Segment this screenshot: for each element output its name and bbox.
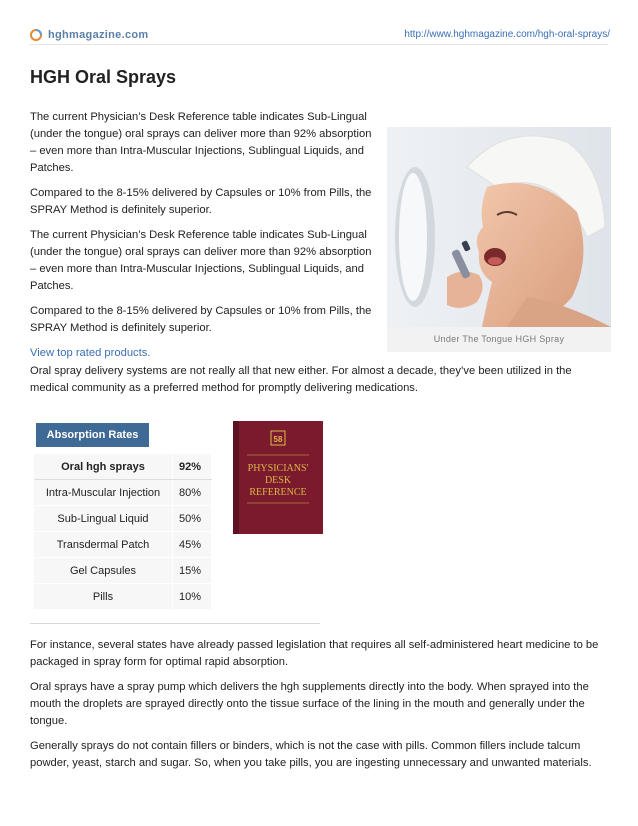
- table-row: [34, 584, 212, 610]
- photo-figure: [387, 127, 611, 352]
- book-edition-number: 58: [273, 435, 283, 444]
- body-paragraph: For instance, several states have already passed legislation that requires all self-administered heart medicine to be packaged in spray form for optimal rapid absorption.: [30, 639, 599, 668]
- delivery-method-cell: Sub-Lingual Liquid: [34, 506, 173, 532]
- page-header: [0, 0, 638, 70]
- absorption-value-cell: 10%: [173, 584, 212, 610]
- delivery-method-cell: Pills: [34, 584, 173, 610]
- section-divider: [30, 623, 320, 624]
- table-row: [34, 506, 212, 532]
- absorption-value-cell: 80%: [173, 480, 212, 506]
- table-row: [34, 454, 212, 480]
- page-url-link[interactable]: http://www.hghmagazine.com/hgh-oral-sprays/: [404, 29, 610, 40]
- delivery-method-cell: Oral hgh sprays: [34, 454, 173, 480]
- absorption-value-cell: 92%: [173, 454, 212, 480]
- book-cover-illustration: [233, 421, 323, 534]
- absorption-rates-label: Absorption Rates: [36, 423, 149, 447]
- body-paragraph: Oral spray delivery systems are not really all that new either. For almost a decade, they’ve been utilized in the medical community as a preferred method for promptly delivering medications.: [30, 365, 572, 394]
- delivery-method-cell: Gel Capsules: [34, 558, 173, 584]
- absorption-value-cell: 15%: [173, 558, 212, 584]
- book-title-line: PHYSICIANS': [247, 463, 309, 474]
- absorption-table: [34, 454, 212, 610]
- table-row: [34, 558, 212, 584]
- body-paragraph: Generally sprays do not contain fillers or binders, which is not the case with pills. Common fillers include talcum powder, yeast, starch and sugar. So, when you take pills, you are ingesting unnecessary and unwanted materials.: [30, 740, 592, 769]
- woman-spray-illustration: [387, 127, 611, 327]
- delivery-method-cell: Intra-Muscular Injection: [34, 480, 173, 506]
- intro-paragraph: Compared to the 8-15% delivered by Capsules or 10% from Pills, the SPRAY Method is definitely superior.: [30, 305, 372, 334]
- intro-text: [30, 109, 372, 370]
- spray-photo: [387, 127, 611, 327]
- table-row: [34, 532, 212, 558]
- pdr-book-cover: [233, 421, 323, 534]
- absorption-value-cell: 50%: [173, 506, 212, 532]
- top-rated-products-link[interactable]: View top rated products.: [30, 347, 151, 359]
- book-title-line: DESK: [264, 475, 292, 486]
- delivery-method-cell: Transdermal Patch: [34, 532, 173, 558]
- site-name: hghmagazine.com: [48, 29, 149, 41]
- body-paragraph: Oral sprays have a spray pump which delivers the hgh supplements directly into the body. When sprayed into the mouth the droplets are sprayed directly onto the tissue surface of the lining in the mouth and generally under the tongue.: [30, 681, 589, 727]
- site-logo-icon: [30, 29, 42, 41]
- page-title: HGH Oral Sprays: [30, 67, 177, 87]
- header-divider: [30, 44, 608, 45]
- intro-paragraph: Compared to the 8-15% delivered by Capsules or 10% from Pills, the SPRAY Method is definitely superior.: [30, 187, 372, 216]
- table-row: [34, 480, 212, 506]
- book-title-line: REFERENCE: [249, 487, 307, 498]
- intro-paragraph: The current Physician’s Desk Reference table indicates Sub-Lingual (under the tongue) oral sprays can deliver more than 92% absorption – even more than Intra-Muscular Injections, Sublingual Liquids, and Patches.: [30, 229, 372, 292]
- intro-paragraph: The current Physician’s Desk Reference table indicates Sub-Lingual (under the tongue) oral sprays can deliver more than 92% absorption – even more than Intra-Muscular Injections, Sublingual Liquids, and Patches.: [30, 111, 372, 174]
- photo-caption: Under The Tongue HGH Spray: [433, 334, 565, 344]
- absorption-value-cell: 45%: [173, 532, 212, 558]
